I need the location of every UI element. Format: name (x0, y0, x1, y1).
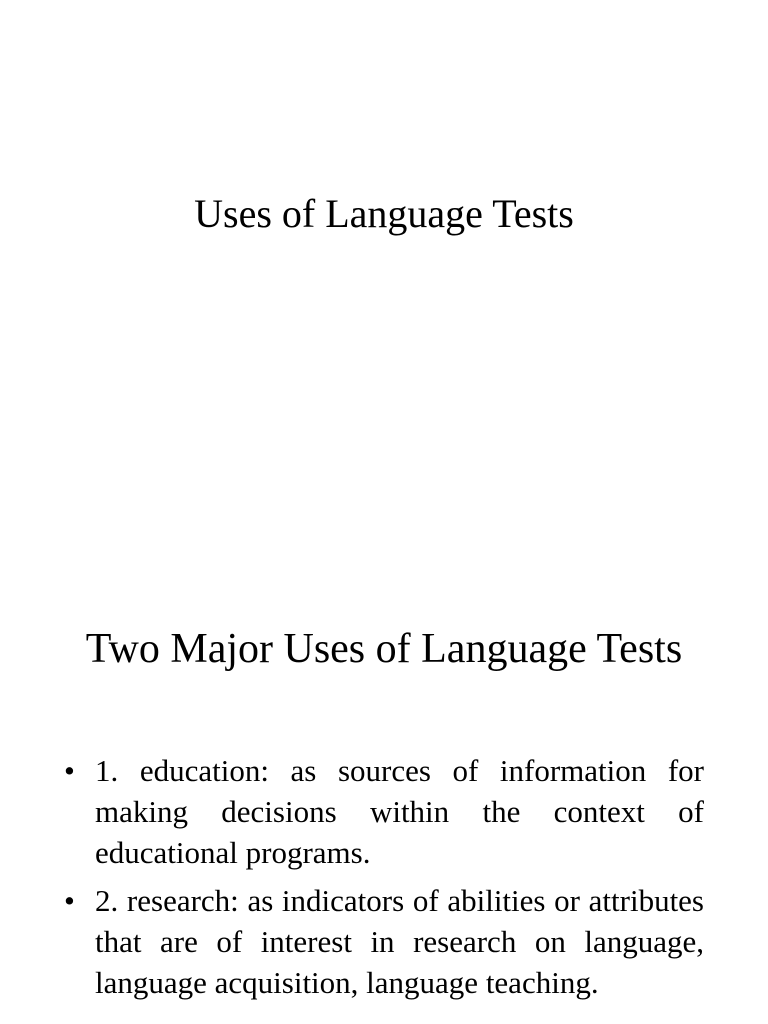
bullet-icon: • (64, 753, 75, 788)
bullet-list (64, 750, 704, 1010)
bullet-text-education: 1. education: as sources of information for making decisions within the context of educational programs. (95, 753, 704, 870)
bullet-text-research: 2. research: as indicators of abilities or attributes that are of interest in research on language, language acquisition, language teaching. (95, 883, 704, 1000)
slide-1-title: Uses of Language Tests (194, 191, 574, 236)
slide-2 (0, 576, 768, 1024)
bullet-icon: • (64, 883, 75, 918)
bullet-item-education (64, 750, 704, 873)
bullet-item-research (64, 880, 704, 1003)
slide-2-title: Two Major Uses of Language Tests (85, 626, 683, 672)
